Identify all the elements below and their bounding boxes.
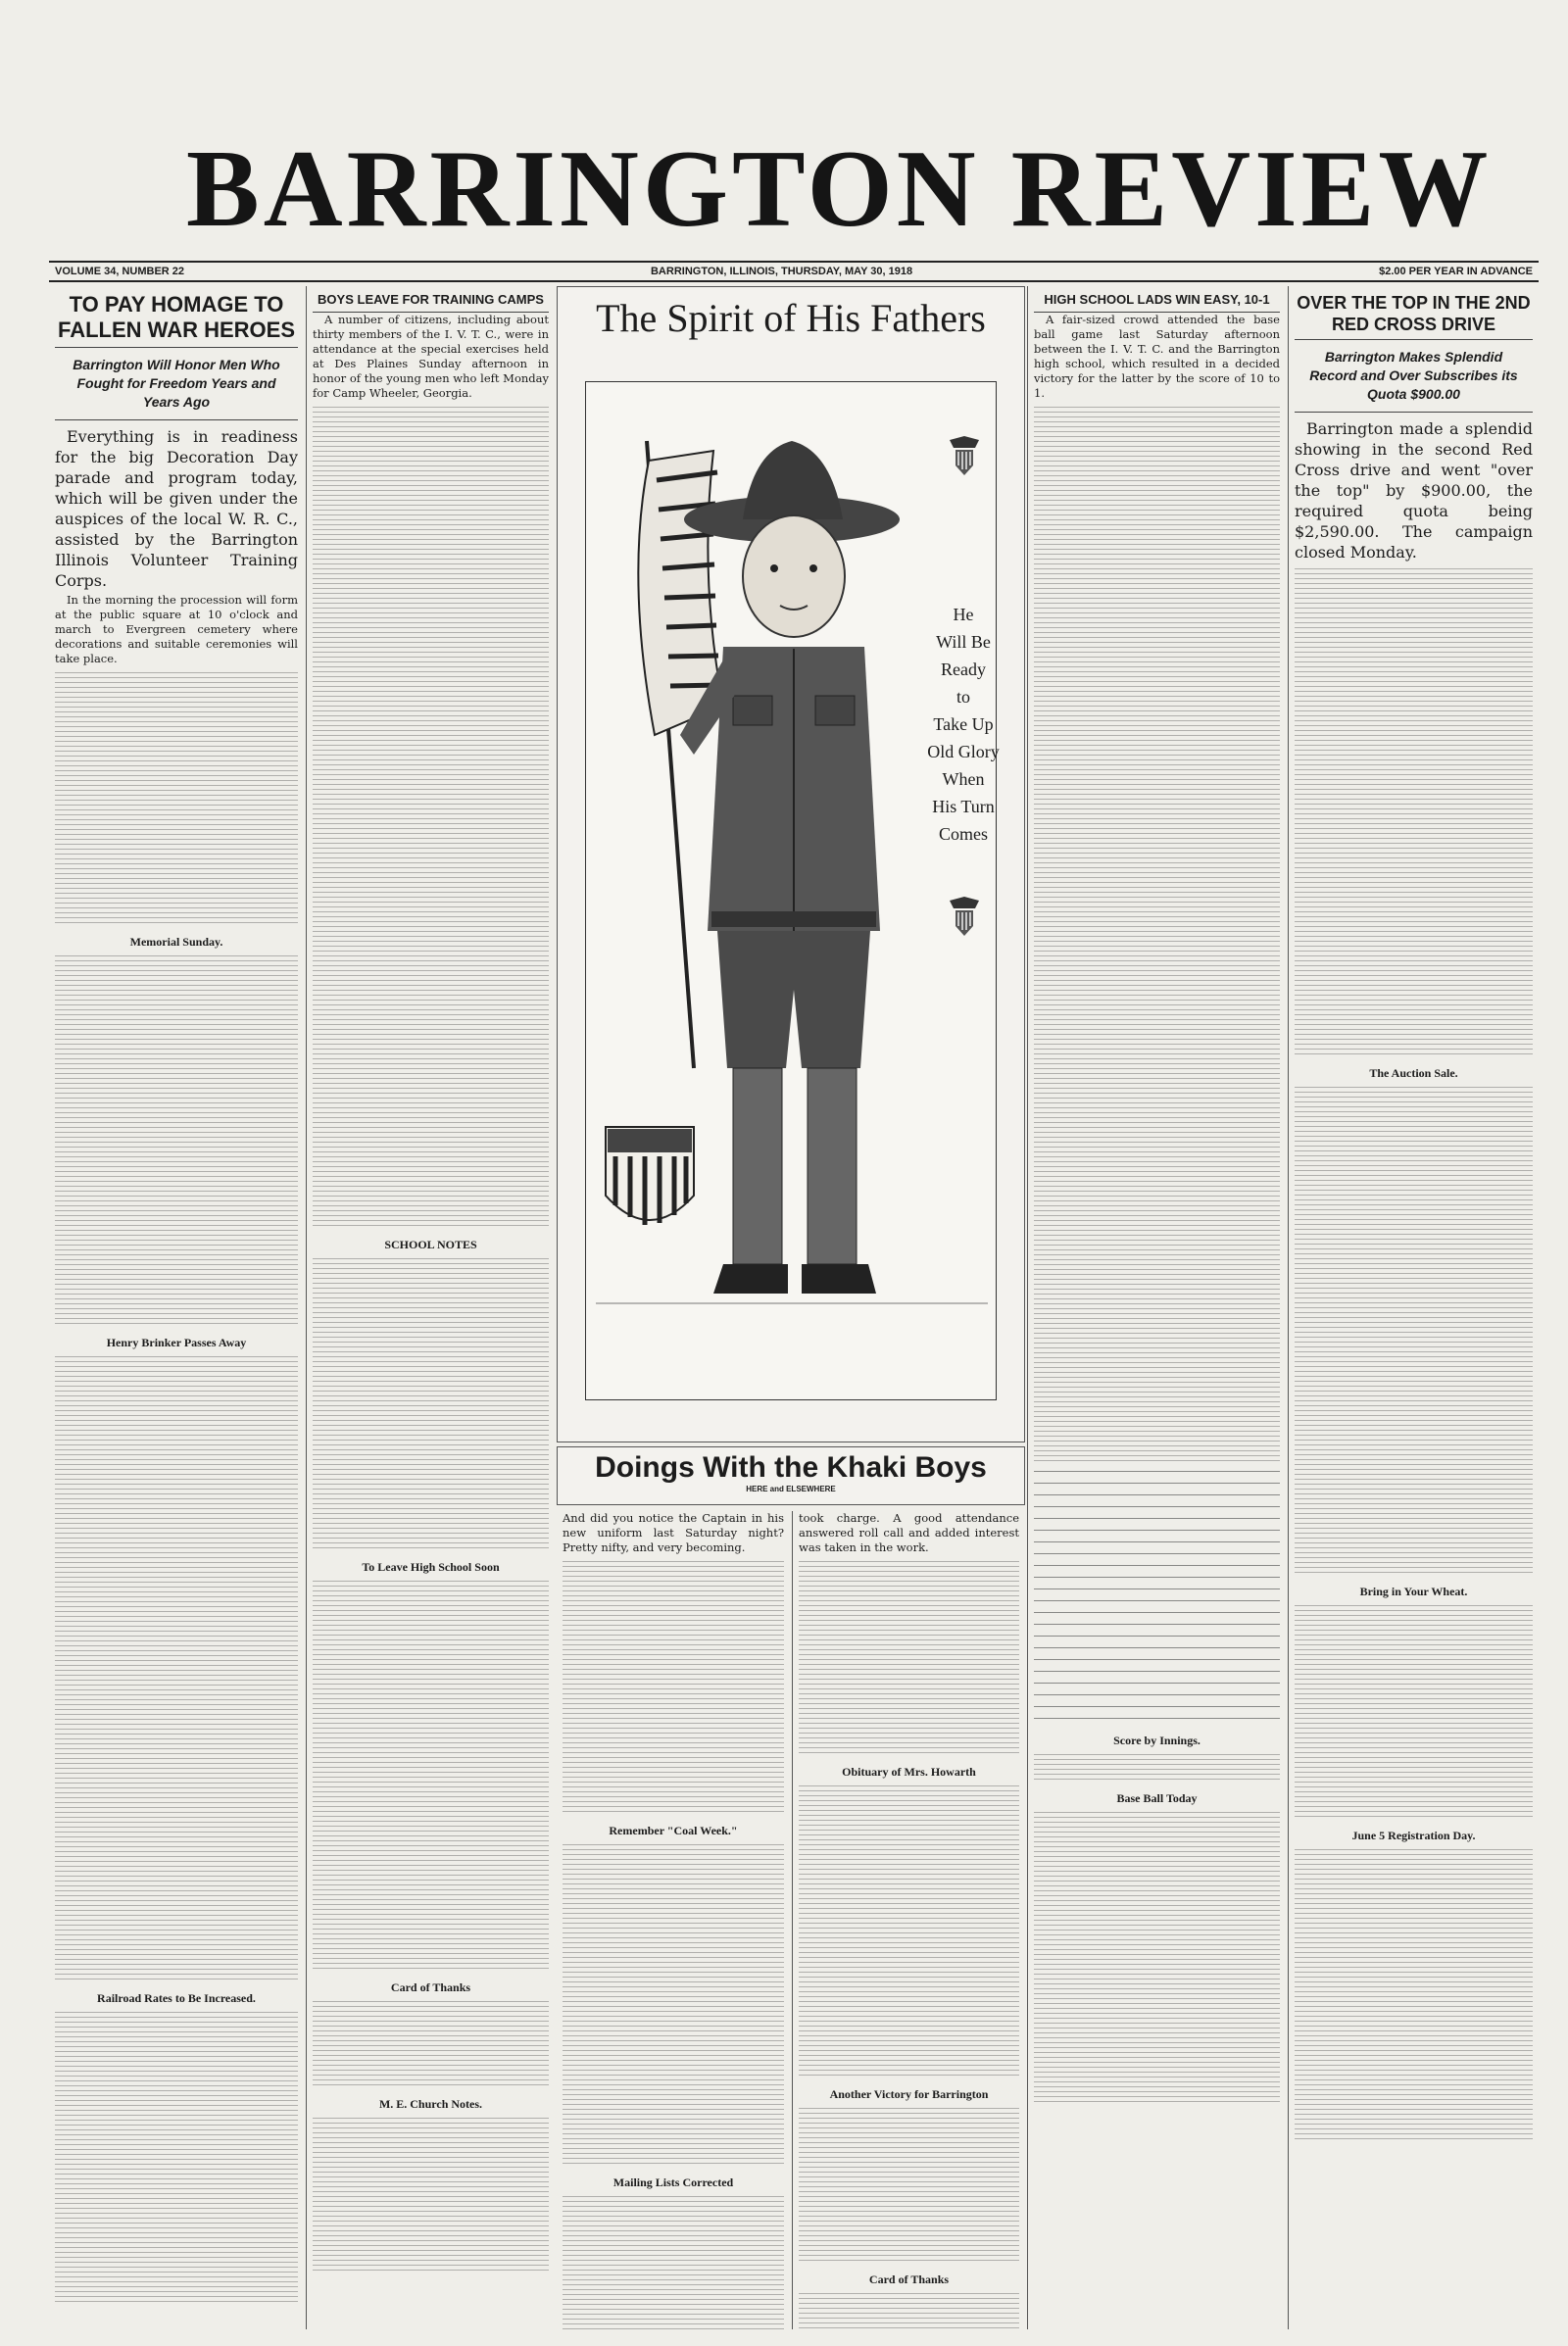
boy-face <box>743 515 845 637</box>
subhead-school-notes: SCHOOL NOTES <box>384 1238 477 1251</box>
column-red-cross <box>1288 286 1539 2329</box>
body-paragraph: And did you notice the Captain in his new uniform last Saturday night? Pretty nifty, and very becoming. <box>563 1511 784 1554</box>
subhead-card-of-thanks: Card of Thanks <box>868 2273 950 2286</box>
text-block <box>55 1356 298 1983</box>
text-block <box>1295 1849 1533 2143</box>
headline-homage: TO PAY HOMAGE TO FALLEN WAR HEROES <box>55 286 298 348</box>
side-line: Comes <box>938 824 988 844</box>
volume-number: VOLUME 34, NUMBER 22 <box>55 266 185 277</box>
text-block <box>563 1561 784 1816</box>
subscription-price: $2.00 PER YEAR IN ADVANCE <box>1379 266 1533 277</box>
column-khaki-right <box>792 1511 1025 2329</box>
text-block <box>55 672 298 927</box>
subhead-mailing-lists: Mailing Lists Corrected <box>612 2175 734 2189</box>
subhead-church-notes: M. E. Church Notes. <box>378 2097 483 2111</box>
subhead-registration-day: June 5 Registration Day. <box>1351 1829 1476 1842</box>
eagle-ornament-icon <box>948 434 981 477</box>
uniform-breeches <box>717 931 870 1068</box>
subhead-score-by-innings: Score by Innings. <box>1113 1734 1200 1747</box>
text-block <box>799 1785 1019 2079</box>
body-paragraph: A fair-sized crowd attended the base ball game last Saturday afternoon between the I. V. T. C. and the Barrington high school, which resulted in a decided victory for the latter by the score of 10 to 1. <box>1034 313 1280 400</box>
place-date: BARRINGTON, ILLINOIS, THURSDAY, MAY 30, 1918 <box>650 266 913 277</box>
lead-paragraph: Everything is in readiness for the big Decoration Day parade and program today, which will be given under the auspices of the local W. R. C., assisted by the Barrington Illinois Volunteer Training Corps. <box>55 427 298 590</box>
text-block <box>799 2293 1019 2329</box>
poster-side-text <box>924 601 1003 848</box>
text-block <box>313 1258 549 1552</box>
text-block <box>313 2118 549 2274</box>
khaki-title: Doings With the Khaki Boys <box>595 1451 987 1484</box>
eagle-ornament-icon <box>948 895 981 938</box>
text-block <box>1295 568 1533 1058</box>
column-khaki-left <box>557 1511 790 2329</box>
text-block <box>1034 1754 1280 1784</box>
column-baseball <box>1027 286 1286 2329</box>
text-block <box>55 955 298 1328</box>
subhead-leave-high-school: To Leave High School Soon <box>362 1560 500 1574</box>
body-paragraph: In the morning the procession will form at the public square at 10 o'clock and march to Evergreen cemetery where decorations and suitable ceremonies will take place. <box>55 593 298 665</box>
side-line: Take Up <box>933 714 994 734</box>
masthead-title: BARRINGTON REVIEW <box>186 128 1493 250</box>
column-training-camps <box>306 286 555 2329</box>
khaki-boys-banner <box>557 1446 1025 1505</box>
text-block <box>563 2196 784 2329</box>
body-paragraph: A number of citizens, including about thirty members of the I. V. T. C., were in attendance at the special exercises held at Des Plaines Sunday afternoon in honor of the young men who left Monday for Camp Wheeler, Georgia. <box>313 313 549 400</box>
side-line: Ready <box>941 660 986 679</box>
text-block <box>799 1561 1019 1757</box>
subhead-base-ball-today: Base Ball Today <box>1116 1791 1198 1805</box>
side-line: He <box>953 605 974 624</box>
text-block <box>313 2001 549 2089</box>
side-line: His Turn <box>932 797 995 816</box>
lead-paragraph: Barrington made a splendid showing in the second Red Cross drive and went "over the top" by $900.00, the required quota being $2,590.00. The campaign closed Monday. <box>1295 419 1533 562</box>
subhead-another-victory: Another Victory for Barrington <box>829 2087 989 2101</box>
dateline-bar <box>49 261 1539 282</box>
deck-homage: Barrington Will Honor Men Who Fought for Freedom Years and Years Ago <box>55 348 298 420</box>
subhead-obituary: Obituary of Mrs. Howarth <box>842 1765 976 1779</box>
subhead-auction-sale: The Auction Sale. <box>1369 1066 1458 1080</box>
text-block <box>1034 407 1280 1465</box>
box-score-table <box>1034 1471 1280 1726</box>
text-block <box>1295 1605 1533 1821</box>
boy-with-flag-illustration <box>586 382 998 1401</box>
text-block <box>1295 1087 1533 1577</box>
side-line: to <box>956 687 970 707</box>
poster-frame <box>585 381 997 1400</box>
subhead-henry-brinker: Henry Brinker Passes Away <box>106 1336 247 1349</box>
subhead-bring-wheat: Bring in Your Wheat. <box>1359 1585 1468 1598</box>
text-block <box>799 2108 1019 2265</box>
shield-emblem-icon <box>606 1127 694 1225</box>
khaki-tagline: HERE and ELSEWHERE <box>746 1485 836 1493</box>
feature-title: The Spirit of His Fathers <box>596 296 986 340</box>
subhead-railroad-rates: Railroad Rates to Be Increased. <box>97 1991 256 2005</box>
body-paragraph: took charge. A good attendance answered roll call and added interest was taken in the work. <box>799 1511 1019 1554</box>
side-line: When <box>942 769 985 789</box>
side-line: Will Be <box>936 632 991 652</box>
headline-training-camps: BOYS LEAVE FOR TRAINING CAMPS <box>313 286 549 313</box>
text-block <box>313 407 549 1230</box>
headline-baseball: HIGH SCHOOL LADS WIN EASY, 10-1 <box>1034 286 1280 313</box>
headline-red-cross: OVER THE TOP IN THE 2ND RED CROSS DRIVE <box>1295 286 1533 340</box>
side-line: Old Glory <box>927 742 1000 761</box>
column-homage <box>49 286 304 2329</box>
text-block <box>55 2012 298 2306</box>
subhead-coal-week: Remember "Coal Week." <box>609 1824 738 1837</box>
text-block <box>1034 1812 1280 2106</box>
subhead-card-of-thanks: Card of Thanks <box>390 1980 471 1994</box>
deck-red-cross: Barrington Makes Splendid Record and Over Subscribes its Quota $900.00 <box>1295 340 1533 413</box>
text-block <box>563 1844 784 2168</box>
subhead-memorial-sunday: Memorial Sunday. <box>129 935 223 949</box>
text-block <box>313 1581 549 1973</box>
feature-illustration <box>557 286 1025 1442</box>
